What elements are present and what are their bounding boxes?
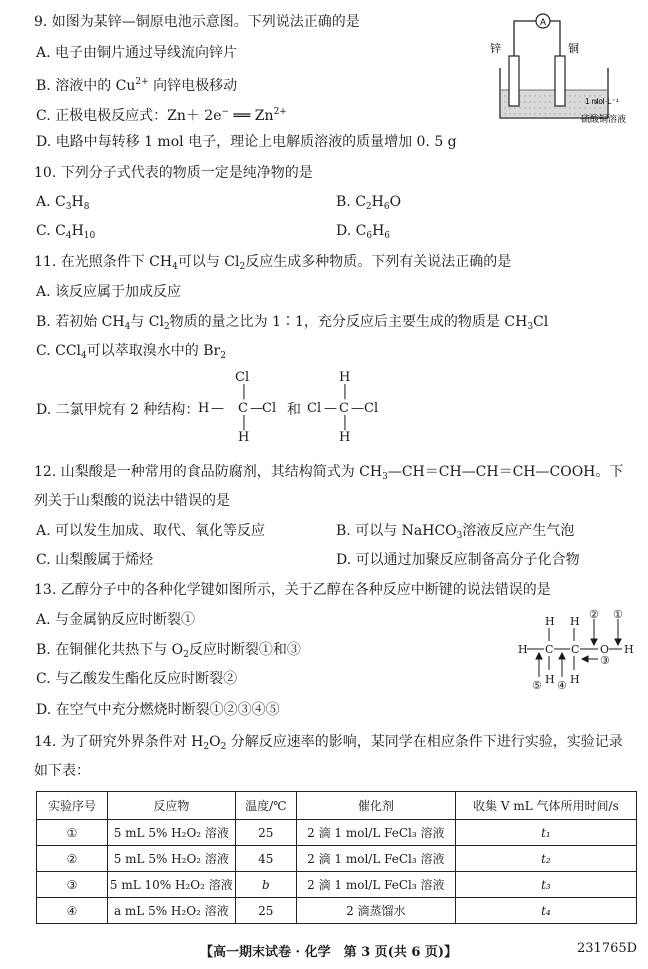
header-cell: 反应物	[107, 792, 235, 820]
table-cell: ③	[37, 872, 108, 898]
header-cell: 温度/℃	[235, 792, 296, 820]
table-cell: t₂	[455, 846, 636, 872]
svg-text:H: H	[570, 673, 580, 686]
q10-option-c: C. $C_4H_{10}$	[36, 223, 96, 241]
q13-option-c: C. 与乙酸发生酯化反应时断裂②	[36, 671, 238, 687]
q12-option-b: B. 可以与 NaHCO$_3$溶液反应产生气泡	[336, 523, 575, 541]
q12-option-d: D. 可以通过加聚反应制备高分子化合物	[336, 552, 580, 568]
svg-text:C: C	[545, 643, 554, 656]
table-cell: 5 mL 5% H₂O₂ 溶液	[107, 820, 235, 846]
svg-text:⑤: ⑤	[532, 679, 542, 692]
table-cell: 2 滴蒸馏水	[296, 898, 455, 924]
table-row	[37, 872, 637, 898]
experiment-table	[36, 791, 637, 924]
q11-option-a: A. 该反应属于加成反应	[36, 284, 182, 300]
table-cell: ①	[37, 820, 108, 846]
table-cell: b	[235, 872, 296, 898]
table-header-row	[37, 792, 637, 820]
q14-stem-line-1: 14. 为了研究外界条件对 $H_2O_2$ 分解反应速率的影响，某同学在相应条件下进行实验，实验记录	[34, 734, 623, 752]
q11-option-d: D. 二氯甲烷有 2 种结构：	[36, 402, 200, 418]
q12-option-a: A. 可以发生加成、取代、氧化等反应	[36, 523, 266, 539]
concentration-label: 1 mol·L⁻¹	[585, 97, 619, 106]
q11-option-c: C. CCl$_4$可以萃取溴水中的 $Br_2$	[36, 343, 226, 361]
ammeter-label: A	[539, 17, 547, 27]
q12-stem-line-2: 列关于山梨酸的说法中错误的是	[34, 493, 230, 509]
svg-text:②: ②	[589, 608, 599, 621]
svg-text:①: ①	[613, 608, 623, 621]
svg-text:④: ④	[557, 679, 567, 692]
table-cell: t₁	[455, 820, 636, 846]
q13-stem: 13. 乙醇分子中的各种化学键如图所示，关于乙醇在各种反应中断键的说法错误的是	[34, 582, 551, 598]
q9-option-c: C. 正极电极反应式：Zn＋ 2e− ══ $Zn^{2+}$	[36, 107, 287, 124]
page-footer-title: 【高一期末试卷 · 化学 第 3 页(共 6 页)】	[200, 945, 458, 960]
q11-option-b: B. 若初始 $CH_4$与 $Cl_2$物质的量之比为 1∶1，充分反应后主要生成的物质是 $CH_3Cl$	[36, 314, 549, 332]
q10-option-b: B. $C_2H_6O$	[336, 194, 402, 212]
svg-text:③: ③	[600, 654, 610, 667]
table-cell: 45	[235, 846, 296, 872]
page-footer-code: 231765D	[577, 941, 638, 956]
structure-and-label: 和	[287, 402, 301, 418]
svg-text:H: H	[545, 615, 555, 628]
svg-text:H: H	[570, 615, 580, 628]
q9-option-d: D. 电路中每转移 1 mol 电子，理论上电解质溶液的质量增加 0. 5 g	[36, 134, 457, 150]
zinc-label: 锌	[490, 42, 501, 55]
table-row	[37, 820, 637, 846]
copper-electrode	[555, 56, 565, 106]
dichloromethane-structure-2: H │ Cl — C — Cl │ H	[307, 370, 379, 445]
table-cell: t₃	[455, 872, 636, 898]
table-row	[37, 846, 637, 872]
q12-option-c: C. 山梨酸属于烯烃	[36, 552, 154, 568]
table-cell: t₄	[455, 898, 636, 924]
q13-option-a: A. 与金属钠反应时断裂①	[36, 612, 196, 628]
q12-stem-line-1: 12. 山梨酸是一种常用的食品防腐剂，其结构简式为 $CH_3—CH=CH—CH=CH—COOH$。下	[34, 464, 624, 482]
q13-option-d: D. 在空气中充分燃烧时断裂①②③④⑤	[36, 702, 280, 718]
table-cell: 2 滴 1 mol/L FeCl₃ 溶液	[296, 846, 455, 872]
q9-option-b: B. 溶液中的 $Cu^{2+}$ 向锌电极移动	[36, 77, 238, 94]
galvanic-cell-figure	[478, 6, 638, 126]
q14-stem-line-2: 如下表：	[34, 763, 90, 779]
q9-option-a: A. 电子由铜片通过导线流向锌片	[36, 45, 238, 61]
q9-stem: 9. 如图为某锌—铜原电池示意图。下列说法正确的是	[34, 14, 360, 30]
q10-stem: 10. 下列分子式代表的物质一定是纯净物的是	[34, 165, 313, 181]
q11-stem: 11. 在光照条件下 $CH_4$可以与 $Cl_2$反应生成多种物质。下列有关说法正确的是	[34, 254, 512, 272]
table-cell: 5 mL 5% H₂O₂ 溶液	[107, 846, 235, 872]
table-cell: a mL 5% H₂O₂ 溶液	[107, 898, 235, 924]
q13-option-b: B. 在铜催化共热下与 $O_2$反应时断裂①和③	[36, 642, 301, 660]
header-cell: 收集 V mL 气体所用时间/s	[455, 792, 636, 820]
svg-text:O: O	[600, 643, 610, 656]
header-cell: 催化剂	[296, 792, 455, 820]
table-row	[37, 898, 637, 924]
table-cell: 25	[235, 820, 296, 846]
zinc-electrode	[509, 56, 519, 106]
copper-label: 铜	[568, 42, 579, 55]
q10-option-a: A. $C_3H_8$	[36, 194, 90, 212]
table-cell: 5 mL 10% H₂O₂ 溶液	[107, 872, 235, 898]
ethanol-bond-figure	[512, 607, 640, 693]
svg-text:H: H	[518, 643, 528, 656]
dichloromethane-structure-1: Cl │ H — C — Cl │ H	[198, 370, 277, 445]
table-cell: ②	[37, 846, 108, 872]
header-cell: 实验序号	[37, 792, 108, 820]
solution-label: 硫酸铜溶液	[581, 115, 627, 125]
q10-option-d: D. $C_6H_6$	[336, 223, 391, 241]
table-cell: 2 滴 1 mol/L FeCl₃ 溶液	[296, 872, 455, 898]
svg-text:H: H	[624, 643, 634, 656]
table-cell: 2 滴 1 mol/L FeCl₃ 溶液	[296, 820, 455, 846]
table-cell: ④	[37, 898, 108, 924]
svg-text:H: H	[545, 673, 555, 686]
table-cell: 25	[235, 898, 296, 924]
svg-text:C: C	[571, 643, 580, 656]
